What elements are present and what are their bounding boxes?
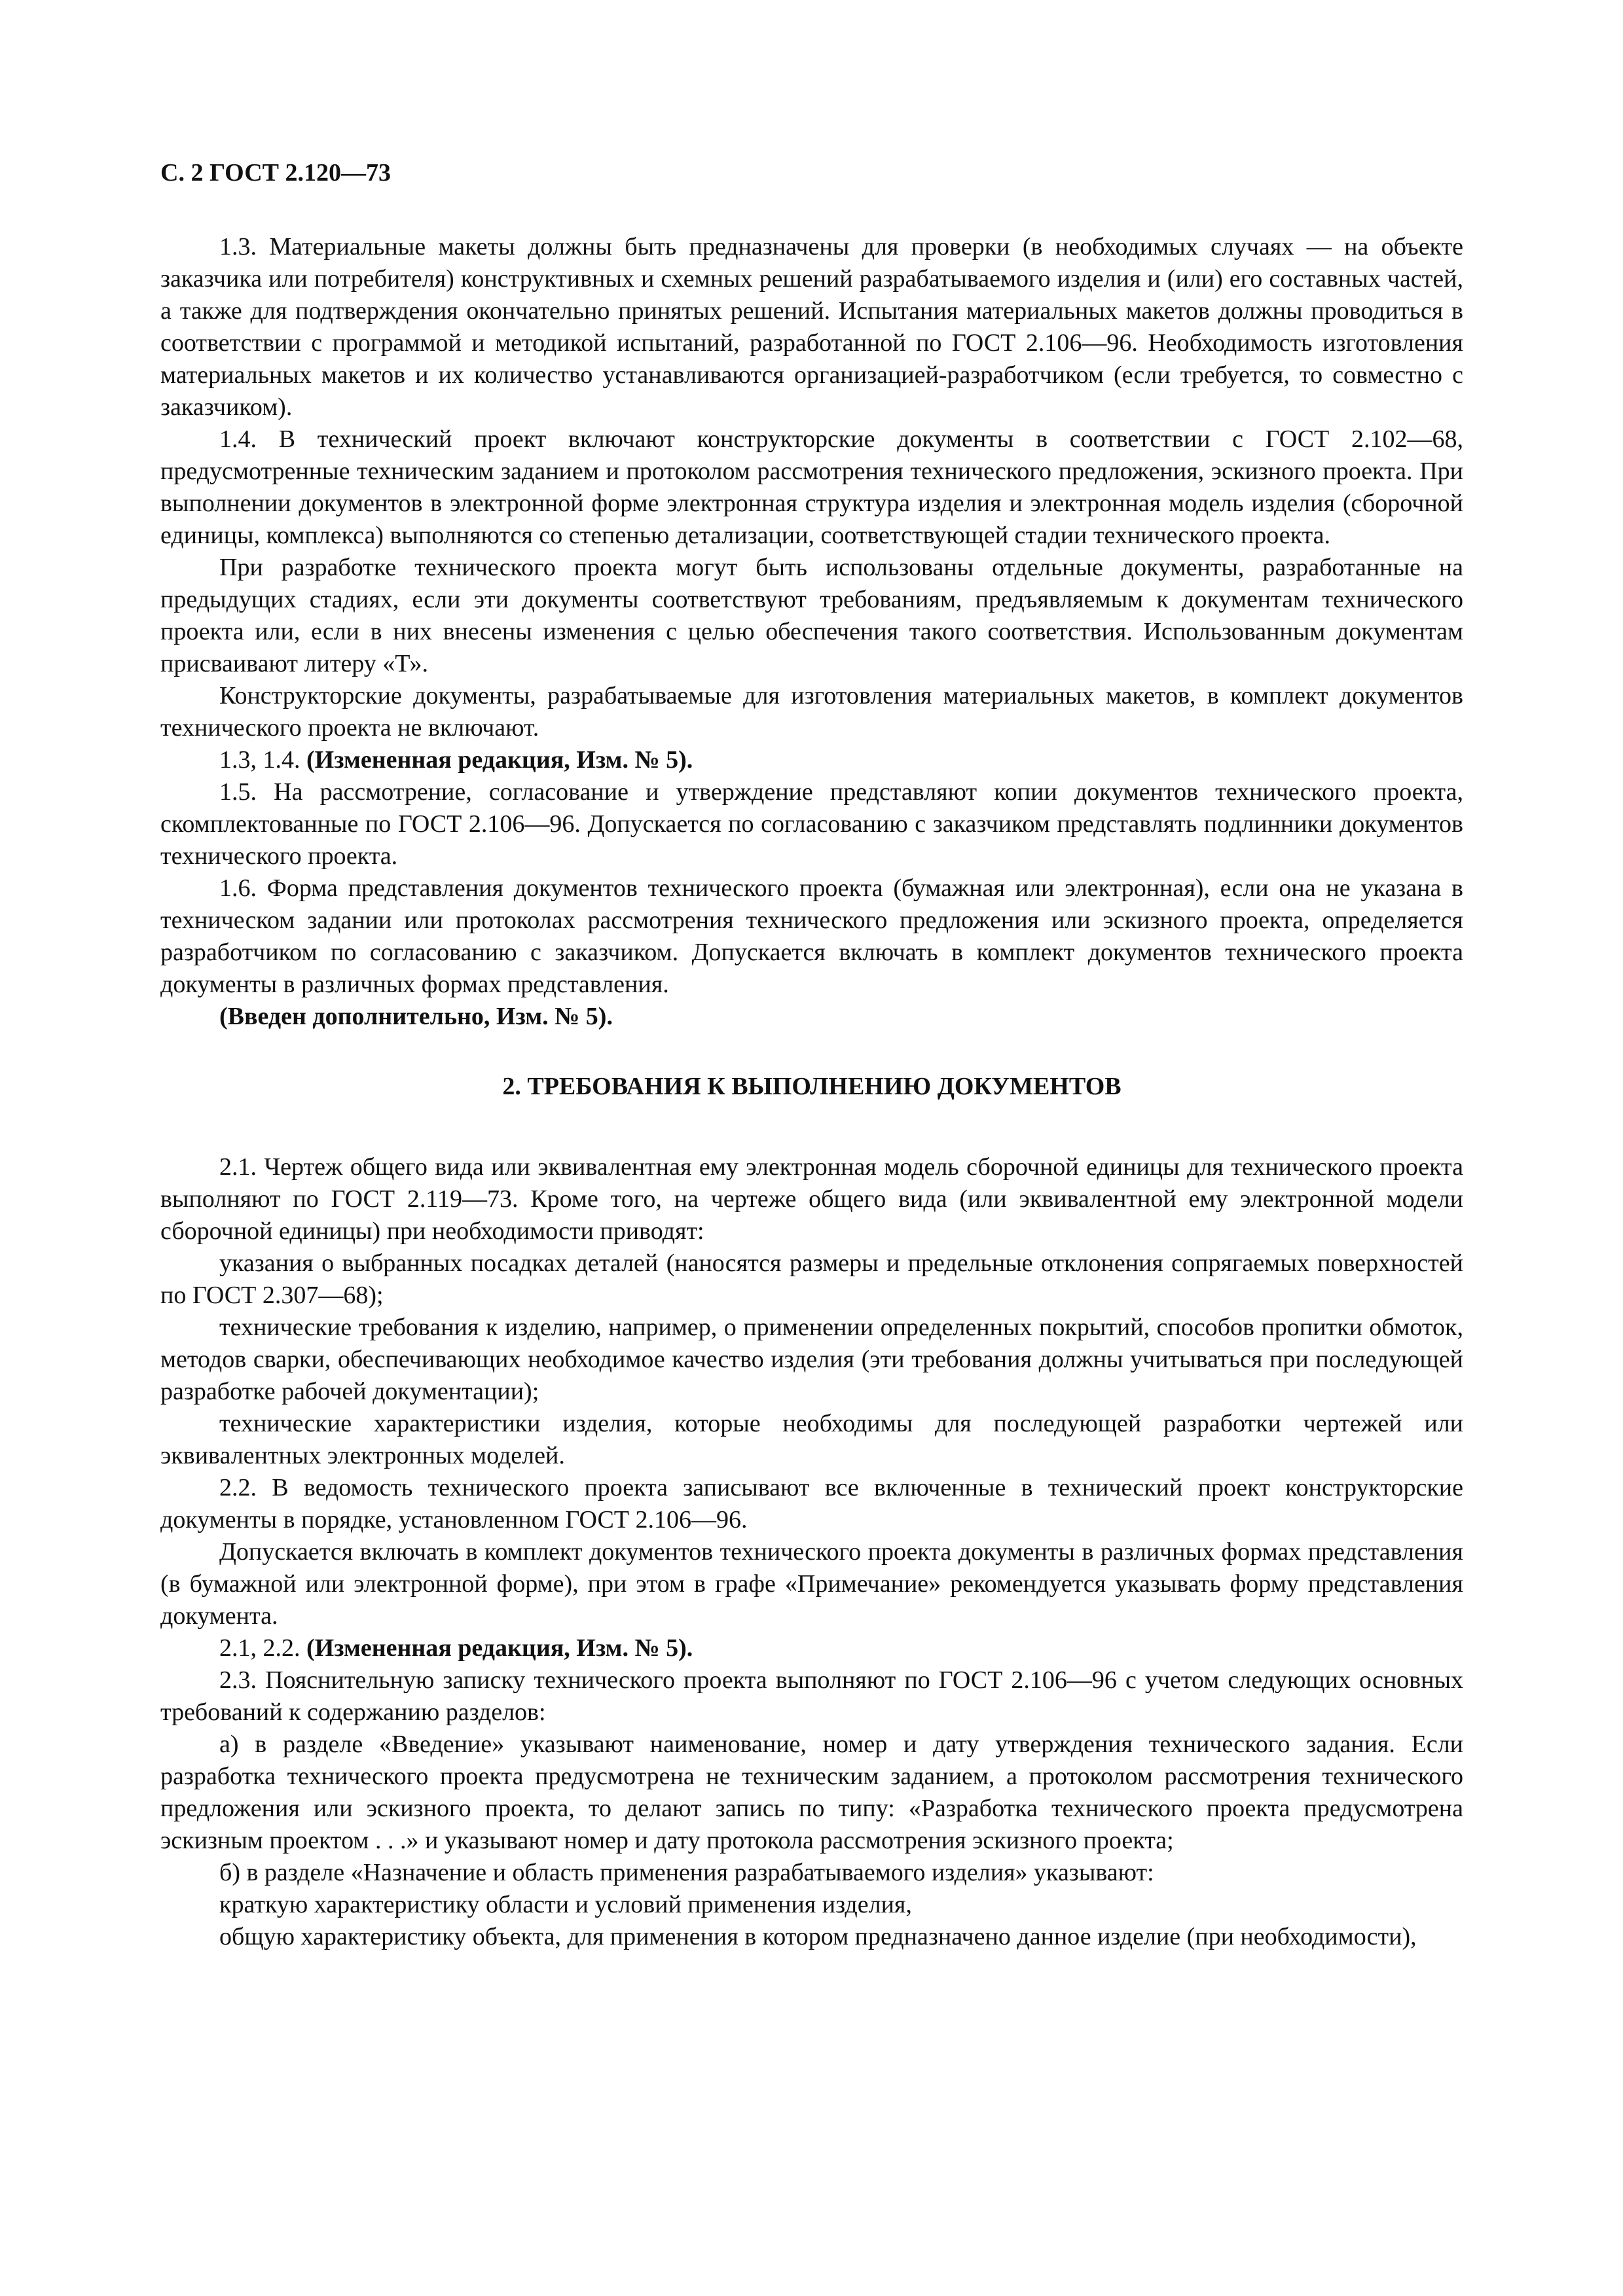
amendment-text: (Измененная редакция, Изм. № 5).: [306, 1634, 693, 1662]
paragraph-2-1-requirements: технические требования к изделию, например, о применении определенных покрытий, способов пропитки обмоток, методов сварки, обеспечивающих необходимое качество изделия (эти требования должны учитываться при последующей разработке рабочей документации);: [160, 1314, 1463, 1405]
paragraph-2-1-fits: указания о выбранных посадках деталей (наносятся размеры и предельные отклонения сопрягаемых поверхностей по ГОСТ 2.307—68);: [160, 1249, 1463, 1309]
page-header: С. 2 ГОСТ 2.120—73: [160, 159, 391, 187]
amendment-note-1: [160, 744, 1463, 776]
amendment-text: (Введен дополнительно, Изм. № 5).: [219, 1003, 613, 1030]
section-2-title: 2. ТРЕБОВАНИЯ К ВЫПОЛНЕНИЮ ДОКУМЕНТОВ: [502, 1073, 1122, 1100]
paragraph-1-4: 1.4. В технический проект включают конструкторские документы в соответствии с ГОСТ 2.102—68, предусмотренные техническим заданием и протоколом рассмотрения технического предложения, эскизного проекта. При выполнении документов в электронной форме электронная структура изделия и электронная модель изделия (сборочной единицы, комплекса) выполняются со степенью детализации, соответствующей стадии технического проекта.: [160, 425, 1463, 549]
amendment-ref: 2.1, 2.2.: [219, 1634, 306, 1662]
paragraph-2-2-cont: Допускается включать в комплект документов технического проекта документы в различных формах представления (в бумажной или электронной форме), при этом в графе «Примечание» рекомендуется указывать форму представления документа.: [160, 1538, 1463, 1630]
paragraph-1-4-models: Конструкторские документы, разрабатываемые для изготовления материальных макетов, в комплект документов технического проекта не включают.: [160, 682, 1463, 742]
paragraph-1-6: 1.6. Форма представления документов технического проекта (бумажная или электронная), если она не указана в техническом задании или протоколах рассмотрения технического предложения или эскизного проекта, определяется разработчиком по согласованию с заказчиком. Допускается включать в комплект документов технического проекта документы в различных формах представления.: [160, 874, 1463, 998]
amendment-ref: 1.3, 1.4.: [219, 746, 306, 774]
paragraph-2-3-a: а) в разделе «Введение» указывают наименование, номер и дату утверждения технического задания. Если разработка технического проекта предусмотрена не техническим заданием, а протоколом рассмотрения технического предложения или эскизного проекта, то делают запись по типу: «Разработка технического проекта предусмотрена эскизным проектом . . .» и указывают номер и дату протокола рассмотрения эскизного проекта;: [160, 1731, 1463, 1854]
paragraph-2-3-b: б) в разделе «Назначение и область применения разрабатываемого изделия» указывают:: [219, 1859, 1154, 1886]
paragraph-2-1: 2.1. Чертеж общего вида или эквивалентная ему электронная модель сборочной единицы для технического проекта выполняют по ГОСТ 2.119—73. Кроме того, на чертеже общего вида (или эквивалентной ему электронной модели сборочной единицы) при необходимости приводят:: [160, 1153, 1463, 1245]
document-page: [160, 157, 1463, 1953]
paragraph-2-1-characteristics: технические характеристики изделия, которые необходимы для последующей разработки чертежей или эквивалентных электронных моделей.: [160, 1410, 1463, 1469]
section-2-body: [160, 1151, 1463, 1953]
paragraph-1-4-cont: При разработке технического проекта могут быть использованы отдельные документы, разработанные на предыдущих стадиях, если эти документы соответствуют требованиям, предъявляемым к документам технического проекта или, если в них внесены изменения с целью обеспечения такого соответствия. Использованным документам присваивают литеру «Т».: [160, 554, 1463, 677]
amendment-note-2: [160, 1001, 1463, 1033]
paragraph-1-3: 1.3. Материальные макеты должны быть предназначены для проверки (в необходимых случаях — на объекте заказчика или потребителя) конструктивных и схемных решений разрабатываемого изделия и (или) его составных частей, а также для подтверждения окончательно принятых решений. Испытания материальных макетов должны проводиться в соответствии с программой и методикой испытаний, разработанной по ГОСТ 2.106—96. Необходимость изготовления материальных макетов и их количество устанавливаются организацией-разработчиком (если требуется, то совместно с заказчиком).: [160, 233, 1463, 421]
paragraph-2-3: 2.3. Пояснительную записку технического проекта выполняют по ГОСТ 2.106—96 с учетом следующих основных требований к содержанию разделов:: [160, 1666, 1463, 1726]
paragraph-2-3-b-1: краткую характеристику области и условий применения изделия,: [219, 1891, 912, 1918]
amendment-text: (Измененная редакция, Изм. № 5).: [306, 746, 693, 774]
section-1-body: [160, 231, 1463, 1033]
paragraph-2-2: 2.2. В ведомость технического проекта записывают все включенные в технический проект конструкторские документы в порядке, установленном ГОСТ 2.106—96.: [160, 1474, 1463, 1534]
paragraph-1-5: 1.5. На рассмотрение, согласование и утверждение представляют копии документов технического проекта, скомплектованные по ГОСТ 2.106—96. Допускается по согласованию с заказчиком представлять подлинники документов технического проекта.: [160, 778, 1463, 870]
amendment-note-3: [160, 1632, 1463, 1664]
paragraph-2-3-b-2: общую характеристику объекта, для применения в котором предназначено данное изделие (при необходимости),: [219, 1923, 1417, 1950]
